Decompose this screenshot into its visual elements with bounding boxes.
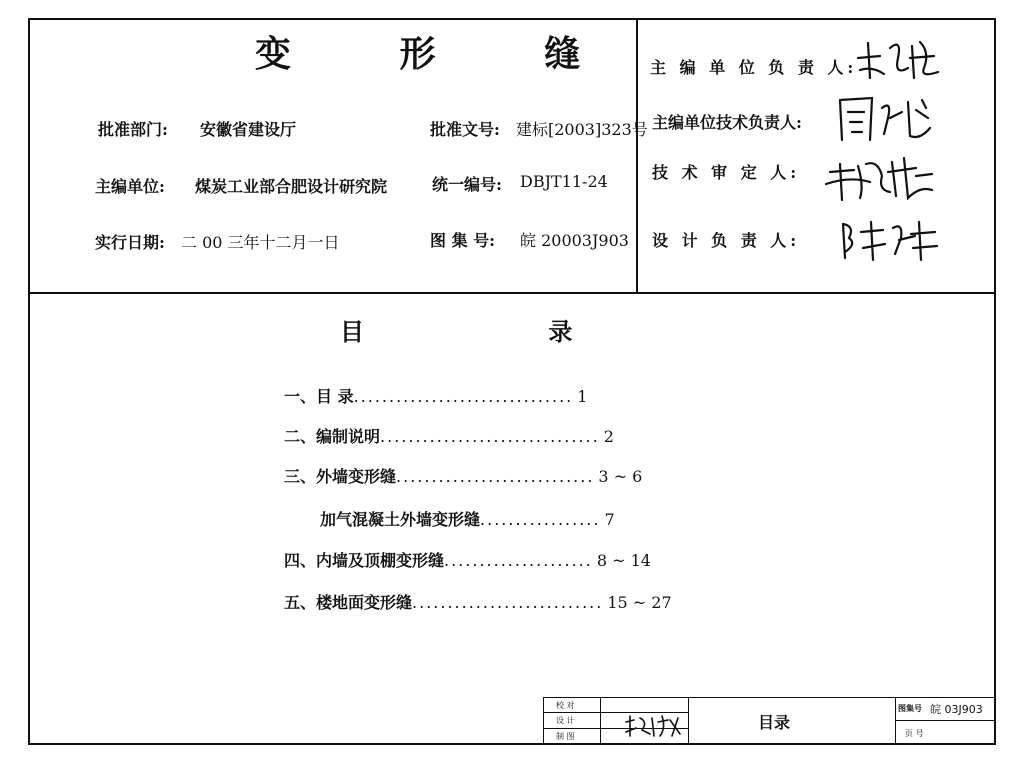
toc-item-page: 8 ~ 14 <box>596 551 651 570</box>
draw-label: 制 图 <box>556 732 575 741</box>
toc-item-label: 三、外墙变形缝 <box>284 467 397 486</box>
signatory-role-technical-review: 技 术 审 定 人: <box>652 163 801 182</box>
toc-item-label: 加气混凝土外墙变形缝 <box>320 510 481 529</box>
toc-item[interactable] <box>284 464 642 487</box>
atlas-no-label: 图集号 <box>898 704 922 713</box>
serial-value: DBJT11-24 <box>520 172 608 191</box>
toc-item-leader: ................. <box>480 510 601 529</box>
atlas-value: 皖 20003J903 <box>520 231 629 250</box>
signature-column-divider <box>636 18 638 293</box>
check-label: 校 对 <box>556 701 575 710</box>
toc-item-label: 一、目 录 <box>284 387 354 406</box>
toc-item-page: 2 <box>603 427 614 446</box>
toc-item-page: 7 <box>604 510 615 529</box>
editor-unit-value: 煤炭工业部合肥设计研究院 <box>195 177 388 196</box>
signature-2 <box>830 88 950 148</box>
toc-item-leader: ............................ <box>396 467 595 486</box>
toc-item-label: 四、内墙及顶棚变形缝 <box>284 551 445 570</box>
signatory-role-technical-lead: 主编单位技术负责人: <box>652 113 802 132</box>
toc-item[interactable] <box>284 424 614 447</box>
approval-doc-value: 建标[2003]323号 <box>516 120 648 139</box>
sheet-name: 目录 <box>758 713 791 732</box>
effective-date-label: 实行日期: <box>95 233 165 252</box>
toc-item-page: 15 ~ 27 <box>607 593 672 612</box>
toc-item-leader: ............................... <box>380 427 600 446</box>
atlas-label: 图 集 号: <box>430 231 496 250</box>
toc-item-leader: ........................... <box>412 593 604 612</box>
drafter-signature <box>622 712 684 740</box>
effective-date-value: 二 00 三年十二月一日 <box>181 233 340 252</box>
title-block-divider <box>895 720 996 721</box>
editor-unit-label: 主编单位: <box>95 177 165 196</box>
header-divider <box>28 292 996 294</box>
toc-item[interactable] <box>284 384 587 407</box>
approval-dept-label: 批准部门: <box>98 120 168 139</box>
toc-item-label: 五、楼地面变形缝 <box>284 593 413 612</box>
atlas-no-value: 皖 03J903 <box>930 703 983 716</box>
signatory-role-chief-editor-unit: 主 编 单 位 负 责 人: <box>650 58 858 77</box>
signature-4 <box>835 208 945 268</box>
serial-label: 统一编号: <box>432 175 502 194</box>
toc-item[interactable] <box>320 507 615 530</box>
title-block-divider <box>895 697 896 745</box>
signature-1 <box>850 28 950 88</box>
toc-item-label: 二、编制说明 <box>284 427 381 446</box>
approval-doc-label: 批准文号: <box>430 120 500 139</box>
toc-item-leader: ............................... <box>353 387 574 406</box>
title-block-divider <box>688 697 689 745</box>
toc-item-leader: ..................... <box>444 551 593 570</box>
signature-3 <box>820 146 950 206</box>
toc-title: 目 录 <box>340 317 661 346</box>
toc-item[interactable] <box>284 548 651 571</box>
design-label: 设 计 <box>556 716 575 725</box>
document-title: 变 形 缝 <box>255 33 629 75</box>
approval-dept-value: 安徽省建设厅 <box>200 120 297 139</box>
page-label: 页 号 <box>905 729 924 738</box>
signatory-role-design-lead: 设 计 负 责 人: <box>652 231 801 250</box>
toc-item-page: 1 <box>577 387 588 406</box>
toc-item[interactable] <box>284 590 672 613</box>
toc-item-page: 3 ~ 6 <box>598 467 643 486</box>
title-block-divider <box>600 697 601 745</box>
